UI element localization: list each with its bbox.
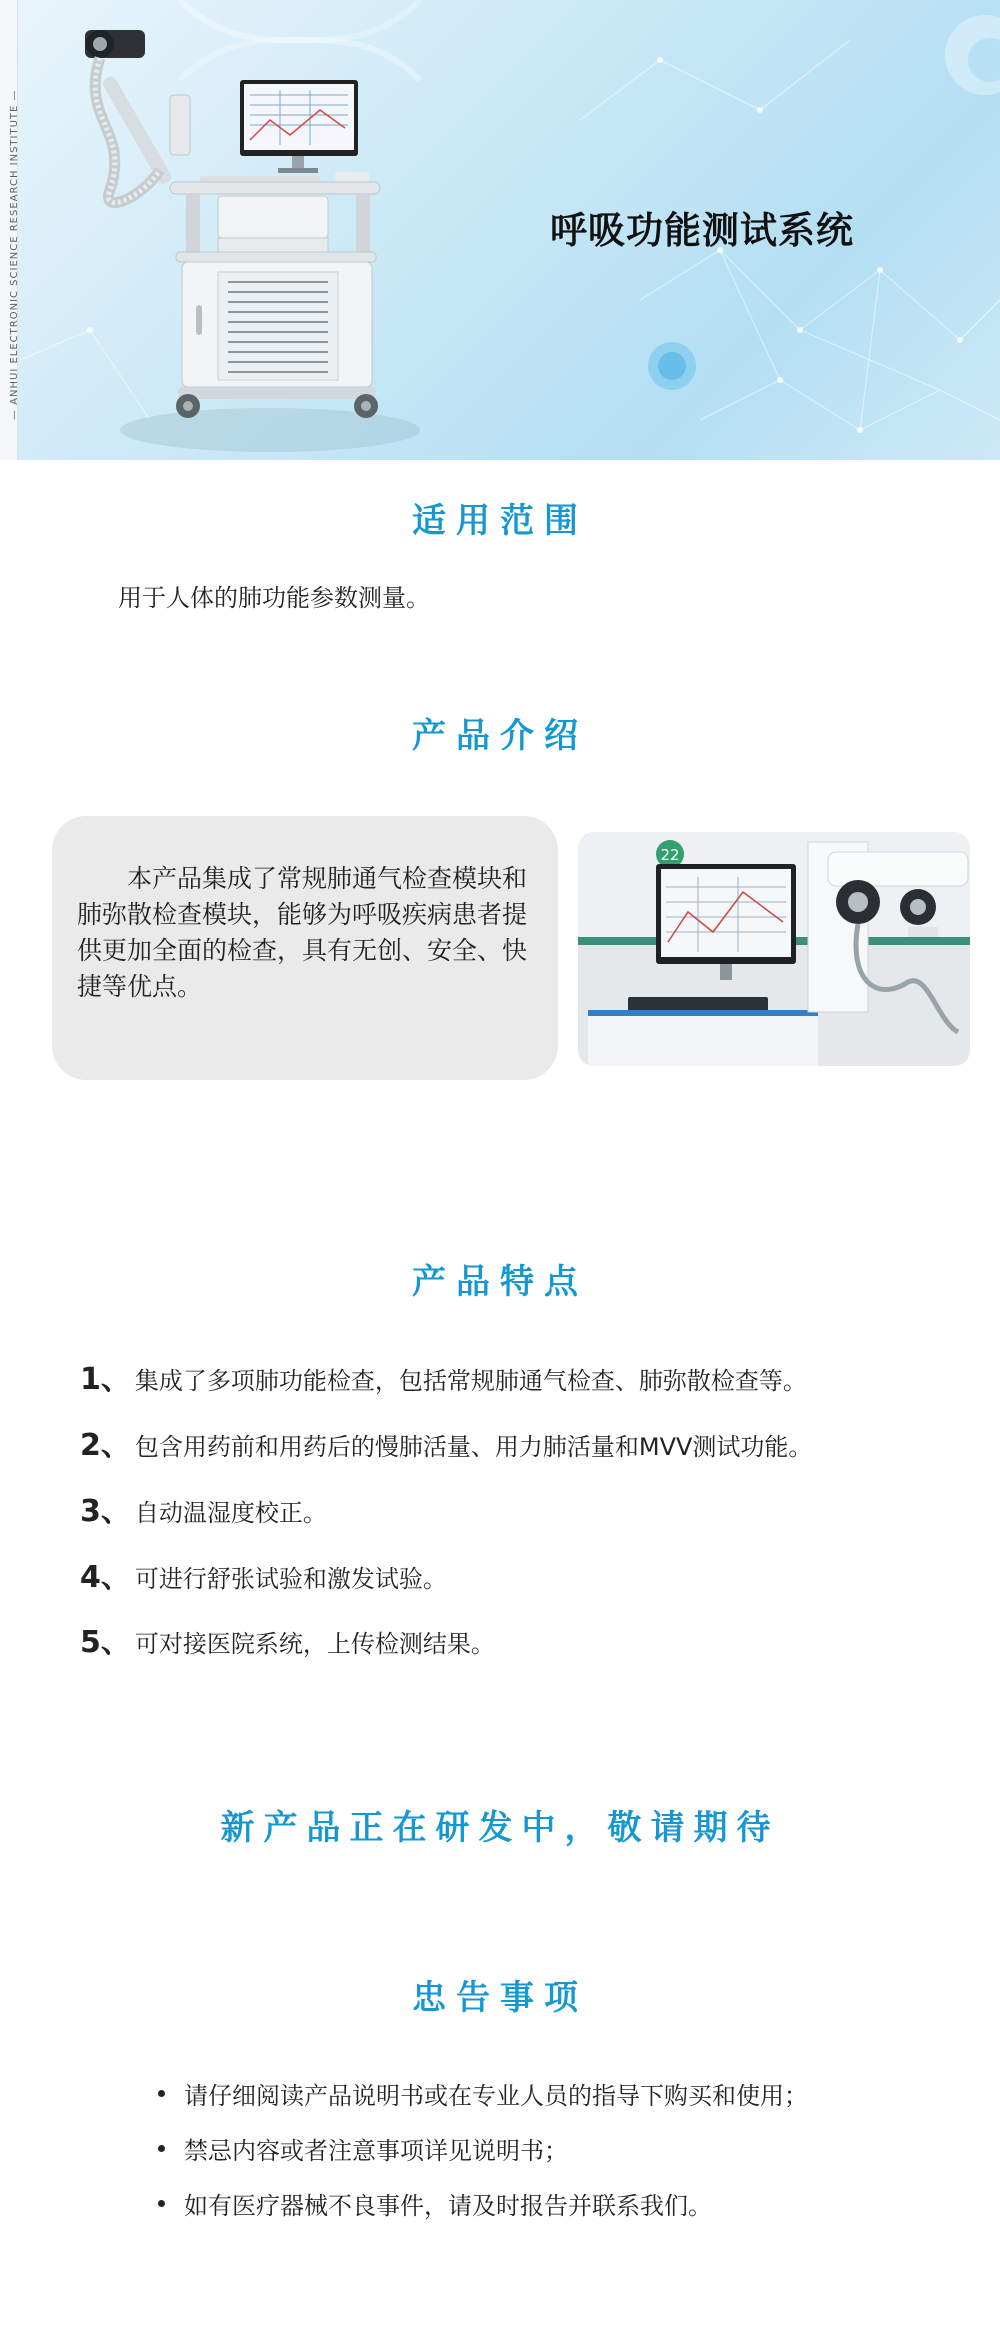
product-photo bbox=[578, 832, 970, 1066]
warning-item: 如有医疗器械不良事件，请及时报告并联系我们。 bbox=[184, 2192, 712, 2220]
feature-item bbox=[80, 1552, 447, 1596]
room-number-tag: 22 bbox=[660, 846, 680, 864]
intro-text-card bbox=[52, 816, 558, 1080]
bullet-icon bbox=[158, 2145, 165, 2152]
feature-item bbox=[80, 1486, 327, 1530]
intro-heading: 产品介绍 bbox=[412, 716, 588, 756]
feature-item bbox=[80, 1420, 812, 1464]
product-photo-illustration bbox=[578, 832, 970, 1066]
feature-text: 自动温湿度校正。 bbox=[134, 1499, 327, 1527]
features-heading: 产品特点 bbox=[412, 1262, 588, 1302]
feature-item bbox=[80, 1617, 495, 1661]
product-title: 呼吸功能测试系统 bbox=[550, 209, 854, 252]
intro-text: 本产品集成了常规肺通气检查模块和肺弥散检查模块，能够为呼吸疾病患者提供更加全面的检查，具有无创、安全、快捷等优点。 bbox=[77, 864, 528, 1001]
feature-number: 4、 bbox=[80, 1560, 131, 1595]
feature-text: 可进行舒张试验和激发试验。 bbox=[134, 1565, 447, 1593]
feature-text: 可对接医院系统，上传检测结果。 bbox=[134, 1630, 495, 1658]
feature-text: 集成了多项肺功能检查，包括常规肺通气检查、肺弥散检查等。 bbox=[134, 1367, 807, 1395]
scope-heading: 适用范围 bbox=[412, 501, 588, 541]
feature-number: 1、 bbox=[80, 1362, 131, 1397]
scope-text: 用于人体的肺功能参数测量。 bbox=[118, 584, 430, 612]
bullet-icon bbox=[158, 2090, 165, 2097]
feature-text: 包含用药前和用药后的慢肺活量、用力肺活量和MVV测试功能。 bbox=[134, 1433, 813, 1461]
hero-banner bbox=[0, 0, 1000, 460]
side-strip bbox=[0, 0, 18, 460]
bullet-icon bbox=[158, 2200, 165, 2207]
warnings-heading: 忠告事项 bbox=[412, 1978, 588, 2018]
institute-vertical-text: — ANHUI ELECTRONIC SCIENCE RESEARCH INSTITUTE — bbox=[9, 89, 20, 420]
feature-number: 2、 bbox=[80, 1428, 131, 1463]
feature-number: 5、 bbox=[80, 1625, 131, 1660]
coming-soon-banner: 新产品正在研发中，敬请期待 bbox=[220, 1808, 780, 1848]
warning-item: 请仔细阅读产品说明书或在专业人员的指导下购买和使用； bbox=[184, 2082, 808, 2110]
feature-number: 3、 bbox=[80, 1494, 131, 1529]
feature-item bbox=[80, 1354, 807, 1398]
warning-item: 禁忌内容或者注意事项详见说明书； bbox=[184, 2137, 568, 2165]
